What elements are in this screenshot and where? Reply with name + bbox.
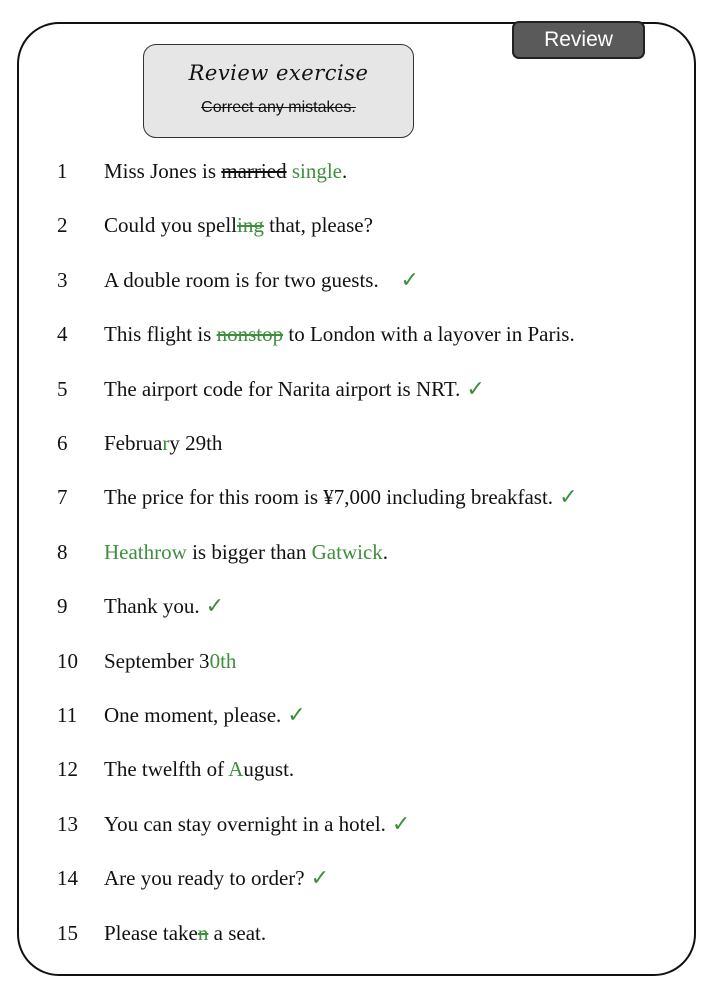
item-number: 9: [57, 594, 68, 619]
sentence-text: September 3: [104, 648, 210, 673]
sentence-text: ugust.: [243, 757, 295, 782]
item-sentence: [104, 210, 373, 240]
item-sentence: [104, 374, 485, 405]
review-tag: Review: [512, 21, 645, 59]
item-sentence: [104, 482, 578, 513]
correction-text: Heathrow: [104, 539, 187, 564]
item-number: 8: [57, 539, 68, 564]
sentence-text: Thank you.: [104, 594, 200, 619]
sentence-text: to London with a layover in Paris.: [283, 322, 575, 347]
item-sentence: [104, 700, 306, 731]
item-sentence: [104, 754, 294, 784]
item-sentence: [104, 809, 410, 840]
item-number: 15: [57, 920, 78, 945]
sentence-text: A double room is for two guests.: [104, 267, 395, 292]
item-number: 6: [57, 431, 68, 455]
item-sentence: [104, 863, 329, 894]
item-sentence: [104, 591, 224, 622]
struck-text: nonstop: [216, 322, 284, 347]
item-number: 13: [57, 811, 78, 836]
item-sentence: [104, 646, 236, 676]
sentence-text: y 29th: [169, 431, 223, 455]
item-number: 2: [57, 213, 68, 238]
check-mark-icon: ✓: [466, 376, 485, 402]
sentence-text: Please take: [104, 920, 198, 945]
sentence-text: The twelfth of: [104, 757, 229, 782]
item-number: 1: [57, 159, 68, 183]
item-sentence: [104, 428, 222, 458]
item-sentence: [104, 265, 419, 296]
sentence-text: .: [382, 539, 389, 564]
instruction-text: Correct any mistakes.: [201, 99, 356, 116]
item-number: 11: [57, 703, 78, 727]
correction-text: 0th: [209, 648, 237, 673]
sentence-text: that, please?: [263, 213, 373, 238]
sentence-text: The airport code for Narita airport is NRT.: [104, 376, 461, 401]
check-mark-icon: ✓: [287, 703, 306, 728]
correction-text: Gatwick: [311, 539, 383, 564]
exercise-title: Review exercise: [188, 61, 369, 85]
item-number: 4: [57, 322, 68, 347]
title-box: [143, 44, 414, 138]
sentence-text: Februa: [104, 431, 163, 455]
sentence-text: The price for this room is ¥7,000 including breakfast.: [104, 485, 554, 510]
sentence-text: Are you ready to order?: [104, 866, 305, 891]
item-sentence: [104, 537, 388, 567]
struck-text: n: [197, 920, 209, 945]
check-mark-icon: ✓: [205, 594, 225, 620]
item-sentence: [104, 918, 266, 948]
item-sentence: [104, 319, 575, 349]
sentence-text: Miss Jones is: [104, 159, 222, 183]
correction-text: A: [228, 757, 244, 782]
sentence-text: One moment, please.: [104, 703, 282, 727]
item-number: 12: [57, 757, 78, 782]
sentence-text: You can stay overnight in a hotel.: [104, 811, 386, 836]
sentence-text: .: [342, 159, 348, 183]
item-number: 10: [57, 648, 78, 673]
item-number: 3: [57, 267, 68, 292]
sentence-text: Could you spell: [104, 213, 238, 238]
check-mark-icon: ✓: [391, 811, 411, 837]
item-number: 14: [57, 866, 78, 891]
item-number: 7: [57, 485, 68, 510]
item-number: 5: [57, 376, 68, 401]
check-mark-icon: ✓: [400, 267, 419, 293]
sentence-text: is bigger than: [186, 539, 312, 564]
sentence-text: This flight is: [104, 322, 217, 347]
correction-text: single: [291, 159, 342, 183]
check-mark-icon: ✓: [559, 485, 578, 511]
struck-text: ing: [237, 213, 264, 238]
sentence-text: a seat.: [208, 920, 267, 945]
struck-text: married: [221, 159, 287, 183]
item-sentence: [104, 156, 347, 186]
check-mark-icon: ✓: [310, 866, 330, 892]
correction-text: r: [162, 431, 170, 455]
